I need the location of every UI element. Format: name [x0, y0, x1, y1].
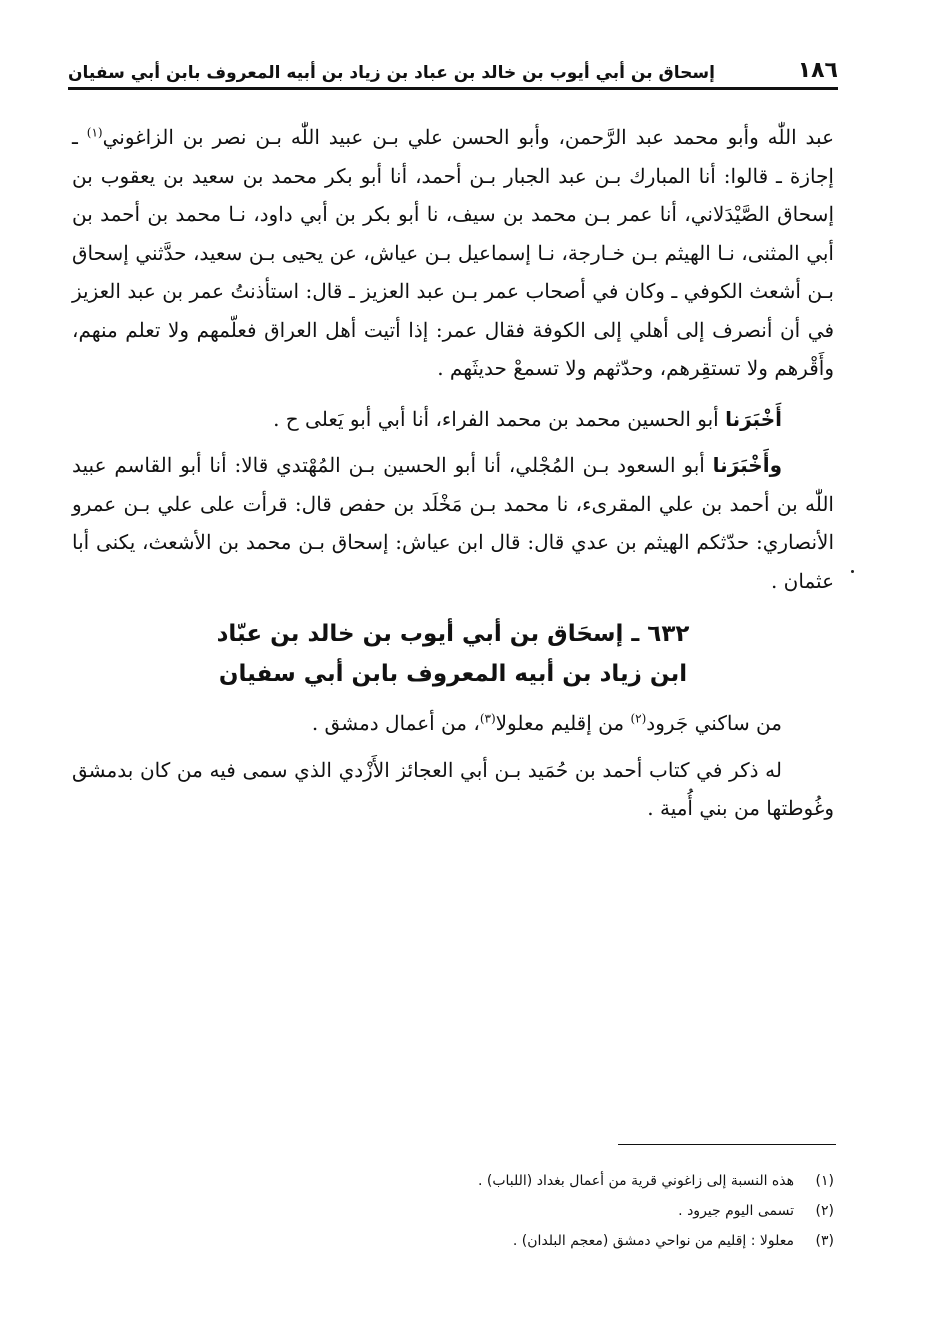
akhbarana-lead: وأَخْبَرَنا [712, 453, 782, 477]
paragraph-text: أبو السعود بـن المُجْلي، أنا أبو الحسين بـن المُهْتدي قالا: أنا أبو القاسم عبيد اللّٰه بن أحمد بن علي المقرىء، نا محمد بـن مَخْلَد بن حفص قال: قرأت على علي بـن عمرو الأنصاري: حدّثكم الهيثم بن عدي قال: قال ابن عياش: إسحاق بـن محمد بن الأشعث، يكنى أبا عثمان . [72, 453, 834, 593]
paragraph-text: من ساكني جَرود [646, 711, 782, 735]
paragraph-text: من إقليم معلولا [495, 711, 631, 735]
paragraph-text: ، من أعمال دمشق . [311, 711, 480, 735]
footnote-number: (١) [815, 1173, 834, 1189]
footnote-number: (٣) [815, 1233, 834, 1249]
footnote-text: تسمى اليوم جيرود . [678, 1203, 794, 1219]
paragraph-text: ـ إجازة ـ قالوا: أنا المبارك بـن عبد الجبار بـن أحمد، أنا أبو بكر محمد بن سعيد بن يعقوب بن إسحاق الصَّيْدَلاني، أنا عمر بـن محمد بن سيف، نا أبو بكر بن أبي داود، نـا محمد بن أحمد بن أبي المثنى، نـا الهيثم بـن خـارجة، نـا إسماعيل بـن عياش، عن يحيى بـن سعيد، حدَّثني إسحاق بـن أشعث الكوفي ـ وكان في أصحاب عمر بـن عبد العزيز ـ قال: استأذنتُ عمر بن عبد العزيز في أن أنصرف إلى أهلي إلى الكوفة فقال عمر: إذا أتيت أهل العراق فعلّمهم ولا تعلم منهم، وأَقْرهم ولا تستقِرهم، وحدّثهم ولا تسمعْ حديثَهم . [72, 125, 834, 380]
footnotes [72, 1166, 834, 1256]
footnote-ref: (٢) [630, 711, 647, 726]
entry-heading-line: ابن زياد بن أبيه المعروف بابن أبي سفيان [218, 661, 688, 687]
footnote-ref: (٣) [479, 711, 496, 726]
footnote [72, 1196, 834, 1226]
paragraph [72, 118, 834, 388]
footnote-number: (٢) [815, 1203, 834, 1219]
footnote [72, 1166, 834, 1196]
page-number: ١٨٦ [797, 58, 838, 83]
akhbarana-lead: أَخْبَرَنا [725, 406, 782, 431]
footnote-separator [618, 1144, 836, 1145]
entry-heading [72, 614, 834, 694]
footnote-ref: (١) [86, 125, 103, 140]
paragraph [72, 400, 834, 439]
footnote-text: هذه النسبة إلى زاغوني قرية من أعمال بغداد (اللباب) . [477, 1173, 794, 1189]
paragraph [72, 704, 834, 743]
paragraph [72, 751, 834, 828]
entry-heading-line: ٦٣٢ ـ إسحَاق بن أبي أيوب بن خالد بن عبّاد [216, 621, 690, 647]
paragraph [72, 446, 834, 600]
paragraph-text: عبد اللّٰه وأبو محمد عبد الرَّحمن، وأبو الحسن علي بـن عبيد اللّٰه بـن نصر بن الزاغوني [102, 125, 835, 149]
page-header [68, 54, 838, 90]
print-speck [851, 570, 854, 573]
footnote [72, 1226, 834, 1256]
running-title: إسحاق بن أبي أيوب بن خالد بن عباد بن زياد بن أبيه المعروف بابن أبي سفيان [68, 63, 715, 83]
paragraph-text: له ذكر في كتاب أحمد بن حُمَيد بـن أبي العجائز الأَزْدي الذي سمى فيه من كان بدمشق وغُوطتها من بني أُمية . [72, 757, 834, 820]
main-text [72, 118, 834, 828]
footnote-text: معلولا : إقليم من نواحي دمشق (معجم البلدان) . [512, 1233, 794, 1249]
paragraph-text: أبو الحسين محمد بن محمد الفراء، أنا أبي أبو يَعلى ح . [273, 406, 726, 431]
